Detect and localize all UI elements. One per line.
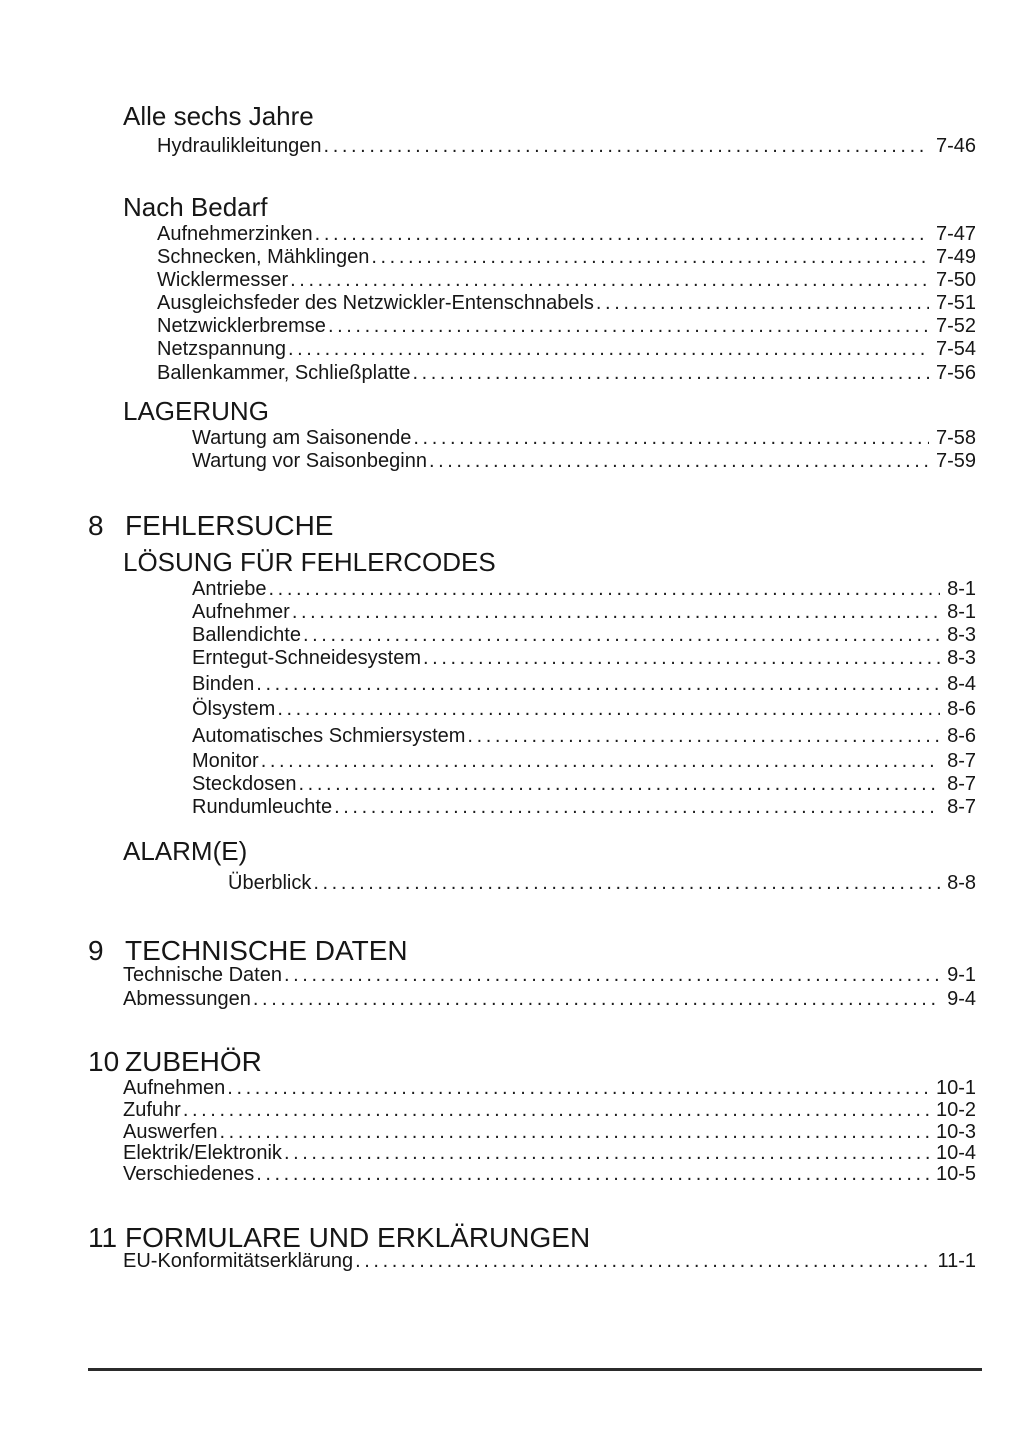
toc-entry-label: Überblick: [228, 872, 312, 894]
toc-entry-page: 8-6: [947, 698, 976, 720]
chapter-heading: [88, 1045, 976, 1079]
dot-leader: [292, 601, 940, 624]
toc-entry-label: Schnecken, Mähklingen: [157, 246, 370, 268]
toc-entry: [123, 964, 976, 987]
chapter-heading: [88, 934, 976, 968]
toc-entry-page: 10-5: [935, 1163, 976, 1185]
toc-entry-page: 7-46: [935, 135, 976, 157]
dot-leader: [423, 647, 940, 670]
dot-leader: [299, 773, 941, 796]
toc-entry-page: 8-6: [947, 725, 976, 747]
section-heading: Nach Bedarf: [123, 192, 268, 222]
toc-entry-page: 7-54: [935, 338, 976, 360]
toc-entry-page: 10-1: [935, 1077, 976, 1099]
toc-entry: [123, 988, 976, 1011]
toc-entry-label: Abmessungen: [123, 988, 251, 1010]
toc-entry-page: 8-7: [947, 796, 976, 818]
dot-leader: [220, 1121, 929, 1144]
toc-entry-page: 8-7: [947, 750, 976, 772]
toc-entry-page: 8-4: [947, 673, 976, 695]
toc-entry-label: Monitor: [192, 750, 259, 772]
toc-entry-page: 7-52: [935, 315, 976, 337]
toc-entry: [157, 362, 976, 385]
dot-leader: [284, 964, 940, 987]
toc-entry-label: Ballenkammer, Schließplatte: [157, 362, 411, 384]
toc-entry: [192, 673, 976, 696]
toc-entry-label: Aufnehmerzinken: [157, 223, 313, 245]
toc-entry: [157, 292, 976, 315]
toc-entry-page: 7-51: [935, 292, 976, 314]
toc-entry-label: EU-Konformitätserklärung: [123, 1250, 354, 1272]
toc-entry: [123, 1099, 976, 1122]
toc-entry-page: 7-47: [935, 223, 976, 245]
toc-entry-label: Ölsystem: [192, 698, 276, 720]
toc-entry: [123, 1077, 976, 1100]
dot-leader: [284, 1142, 929, 1165]
toc-entry-label: Binden: [192, 673, 255, 695]
toc-entry: [123, 1121, 976, 1144]
toc-entry-label: Wartung am Saisonende: [192, 427, 412, 449]
toc-entry: [157, 246, 976, 269]
toc-entry-label: Wicklermesser: [157, 269, 289, 291]
dot-leader: [256, 673, 940, 696]
toc-entry-label: Ballendichte: [192, 624, 301, 646]
chapter-heading: [88, 509, 976, 543]
toc-entry-page: 8-1: [947, 578, 976, 600]
dot-leader: [324, 135, 929, 158]
toc-entry-page: 10-2: [935, 1099, 976, 1121]
chapter-number: 9: [88, 935, 104, 966]
dot-leader: [261, 750, 940, 773]
toc-entry: [157, 223, 976, 246]
toc-entry: [123, 1142, 976, 1165]
toc-entry-label: Netzspannung: [157, 338, 286, 360]
dot-leader: [429, 450, 929, 473]
toc-entry-label: Verschiedenes: [123, 1163, 255, 1185]
toc-entry-label: Antriebe: [192, 578, 267, 600]
dot-leader: [277, 698, 940, 721]
footer-divider: [88, 1368, 982, 1371]
chapter-title: TECHNISCHE DATEN: [125, 935, 408, 966]
dot-leader: [183, 1099, 929, 1122]
toc-entry: [157, 315, 976, 338]
toc-entry-page: 8-7: [947, 773, 976, 795]
dot-leader: [290, 269, 929, 292]
dot-leader: [288, 338, 929, 361]
dot-leader: [253, 988, 940, 1011]
dot-leader: [315, 223, 929, 246]
section-heading: ALARM(E): [123, 836, 248, 866]
toc-entry: [157, 338, 976, 361]
dot-leader: [467, 725, 940, 748]
toc-entry: [228, 872, 976, 895]
toc-entry-page: 8-8: [947, 872, 976, 894]
toc-entry: [123, 1250, 976, 1273]
toc-entry: [192, 647, 976, 670]
chapter-number: 8: [88, 510, 104, 541]
toc-entry-label: Wartung vor Saisonbeginn: [192, 450, 427, 472]
dot-leader: [303, 624, 940, 647]
dot-leader: [256, 1163, 929, 1186]
toc-entry-label: Hydraulikleitungen: [157, 135, 322, 157]
toc-entry: [157, 269, 976, 292]
toc-entry-label: Elektrik/Elektronik: [123, 1142, 282, 1164]
toc-entry-page: 7-49: [935, 246, 976, 268]
chapter-title: FORMULARE UND ERKLÄRUNGEN: [125, 1222, 591, 1253]
toc-entry: [192, 450, 976, 473]
toc-entry-label: Technische Daten: [123, 964, 282, 986]
section-heading: LÖSUNG FÜR FEHLERCODES: [123, 547, 496, 577]
chapter-title: FEHLERSUCHE: [125, 510, 334, 541]
dot-leader: [313, 872, 940, 895]
dot-leader: [269, 578, 941, 601]
toc-entry-page: 7-50: [935, 269, 976, 291]
toc-entry-label: Aufnehmen: [123, 1077, 226, 1099]
toc-entry: [192, 601, 976, 624]
toc-entry: [123, 1163, 976, 1186]
toc-entry-page: 7-59: [935, 450, 976, 472]
dot-leader: [413, 427, 929, 450]
toc-entry-page: 8-3: [947, 624, 976, 646]
toc-entry-page: 9-4: [947, 988, 976, 1010]
dot-leader: [596, 292, 929, 315]
toc-entry-page: 11-1: [937, 1250, 976, 1272]
toc-entry-label: Ausgleichsfeder des Netzwickler-Entenschnabels: [157, 292, 594, 314]
toc-entry-page: 7-56: [935, 362, 976, 384]
toc-entry-page: 7-58: [935, 427, 976, 449]
toc-entry-page: 8-1: [947, 601, 976, 623]
toc-entry: [192, 578, 976, 601]
chapter-title: ZUBEHÖR: [125, 1046, 262, 1077]
dot-leader: [371, 246, 929, 269]
toc-entry-label: Erntegut-Schneidesystem: [192, 647, 422, 669]
toc-entry: [192, 624, 976, 647]
toc-entry-label: Netzwicklerbremse: [157, 315, 326, 337]
toc-entry: [192, 725, 976, 748]
toc-entry-page: 10-4: [935, 1142, 976, 1164]
toc-entry: [192, 698, 976, 721]
toc-entry-page: 10-3: [935, 1121, 976, 1143]
chapter-number: 10: [88, 1046, 120, 1077]
dot-leader: [328, 315, 929, 338]
toc-entry: [157, 135, 976, 158]
toc-entry-label: Steckdosen: [192, 773, 297, 795]
toc-entry: [192, 796, 976, 819]
dot-leader: [227, 1077, 929, 1100]
toc-entry-label: Rundumleuchte: [192, 796, 333, 818]
section-heading: Alle sechs Jahre: [123, 101, 314, 131]
toc-entry-page: 9-1: [947, 964, 976, 986]
toc-entry-label: Zufuhr: [123, 1099, 181, 1121]
chapter-number: 11: [88, 1222, 118, 1253]
dot-leader: [355, 1250, 930, 1273]
toc-entry: [192, 750, 976, 773]
dot-leader: [412, 362, 929, 385]
toc-entry-label: Aufnehmer: [192, 601, 290, 623]
toc-entry-label: Auswerfen: [123, 1121, 218, 1143]
toc-entry: [192, 427, 976, 450]
dot-leader: [334, 796, 940, 819]
toc-entry-label: Automatisches Schmiersystem: [192, 725, 466, 747]
toc-entry-page: 8-3: [947, 647, 976, 669]
section-heading: LAGERUNG: [123, 396, 269, 426]
toc-entry: [192, 773, 976, 796]
